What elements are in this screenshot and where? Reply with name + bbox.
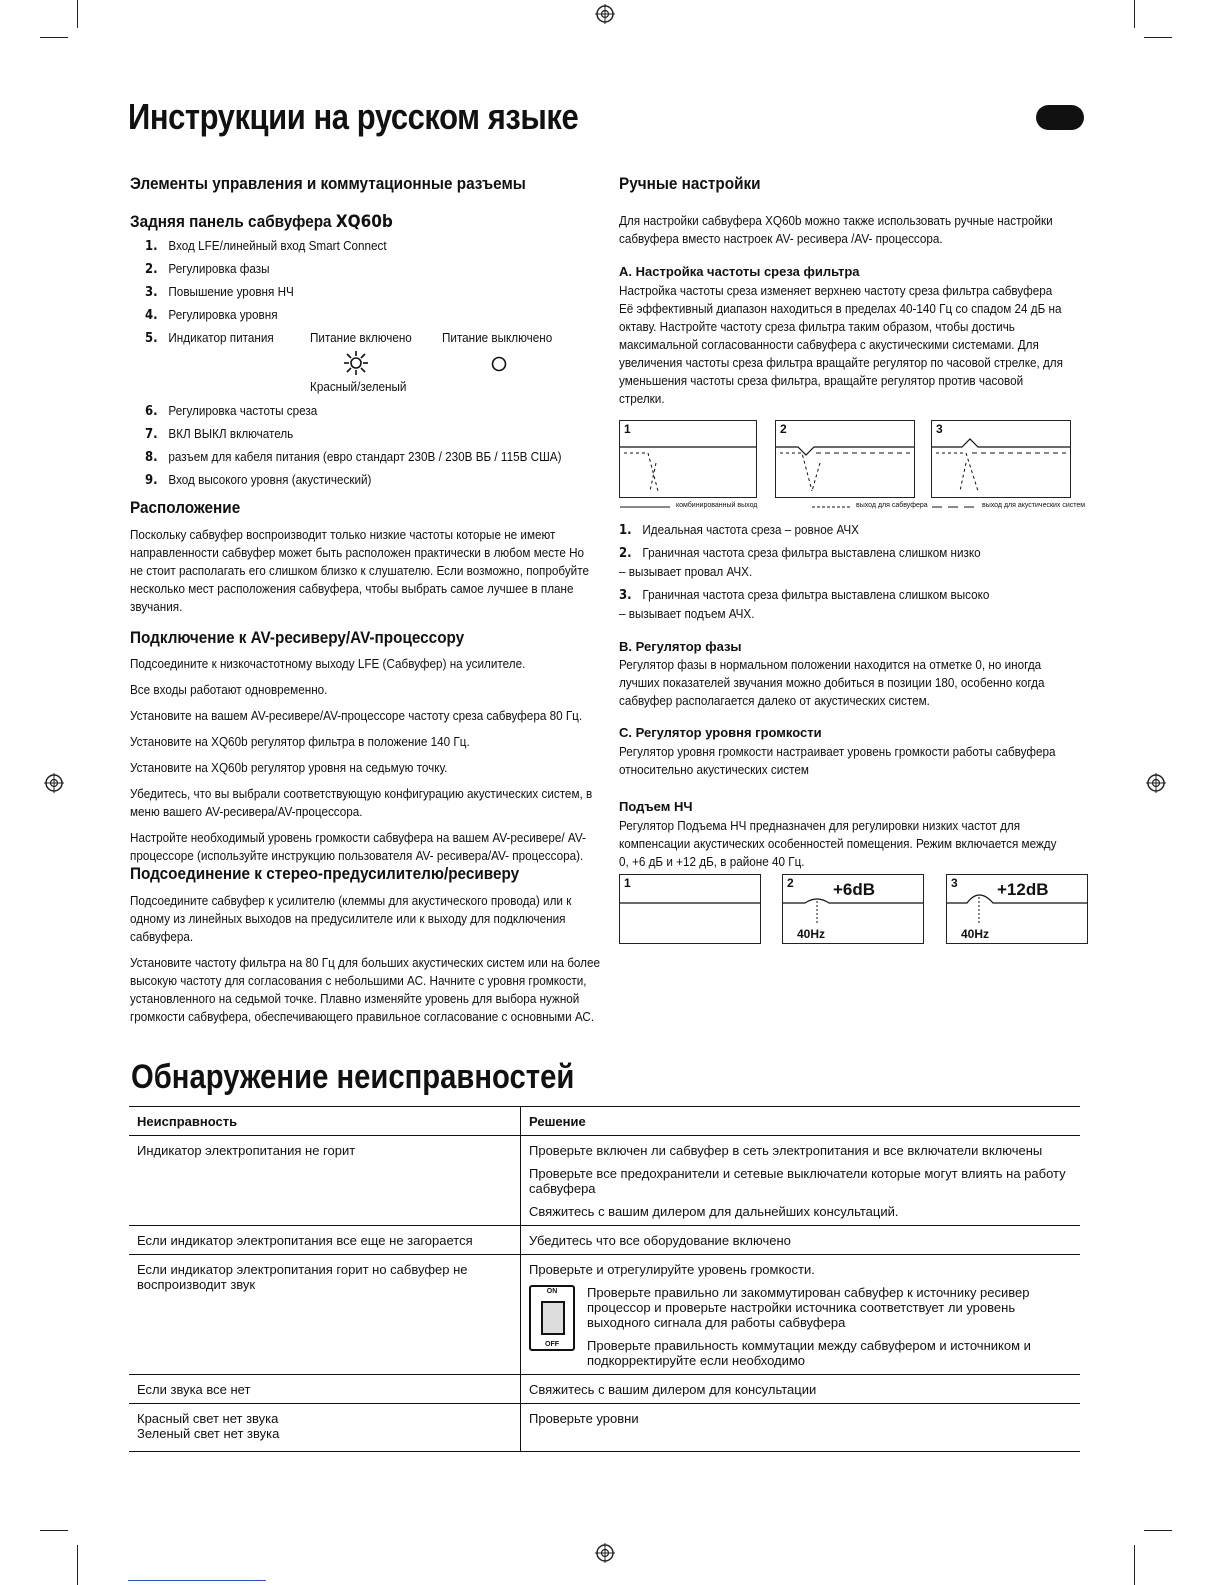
- problem-text: Красный свет нет звука: [137, 1411, 279, 1426]
- problem-cell: Если индикатор электропитания горит но сабвуфер не воспроизводит звук: [129, 1255, 521, 1375]
- registration-mark-icon: [595, 1543, 615, 1563]
- graph-number: 1: [624, 876, 631, 890]
- crossover-graph-2: [775, 420, 915, 498]
- bass-text: Регулятор Подъема НЧ предназначен для регулировки низких частот для компенсации акустических особенностей помещения. Режим включается между 0, +6 дБ и +12 дБ, в районе 40 Гц.: [619, 818, 1057, 869]
- power-on-color-label: Красный/зеленый: [310, 379, 407, 394]
- av-heading: Подключение к AV-ресиверу/AV-процессору: [130, 628, 465, 647]
- av-paragraph: Все входы работают одновременно.: [130, 682, 328, 697]
- solution-cell: Свяжитесь с вашим дилером для консультации: [521, 1375, 1081, 1404]
- crop-mark: [1144, 37, 1172, 38]
- rear-panel-heading-text: Задняя панель сабвуфера: [130, 212, 332, 231]
- list-item: 3. Повышение уровня НЧ: [145, 284, 294, 300]
- manual-heading: Ручные настройки: [619, 174, 761, 193]
- crossover-graph-1: [619, 420, 757, 498]
- av-instructions: [130, 655, 607, 873]
- c-heading: C. Регулятор уровня громкости: [619, 725, 822, 740]
- list-item: 1. Вход LFE/линейный вход Smart Connect: [145, 238, 387, 254]
- av-paragraph: Установите на XQ60b регулятор уровня на седьмую точку.: [130, 760, 448, 775]
- problem-cell: Если индикатор электропитания все еще не загорается: [129, 1226, 521, 1255]
- av-paragraph: Настройте необходимый уровень громкости сабвуфера на вашем AV-ресивере/ AV-процессоре (используйте инструкцию пользователя AV- ресивера/AV- процессора).: [130, 830, 586, 863]
- av-paragraph: Установите на вашем AV-ресивере/AV-процессоре частоту среза сабвуфера 80 Гц.: [130, 708, 583, 723]
- list-item-cont: – вызывает подъем АЧХ.: [619, 606, 755, 621]
- graph-number: 2: [780, 422, 787, 436]
- crop-mark: [1134, 0, 1135, 28]
- boost-6db-label: +6dB: [833, 880, 876, 899]
- power-off-light-icon: [491, 356, 507, 372]
- graph-number: 2: [787, 876, 794, 890]
- legend-speakers: выход для акустических систем: [982, 502, 1086, 509]
- table-header-row: [129, 1107, 1080, 1136]
- power-on-light-icon: [343, 351, 369, 375]
- a-heading: A. Настройка частоты среза фильтра: [619, 264, 860, 279]
- av-paragraph: Подсоедините к низкочастотному выходу LFE (Сабвуфер) на усилителе.: [130, 656, 526, 671]
- list-item: 3. Граничная частота среза фильтра выставлена слишком высоко: [619, 587, 990, 603]
- list-item: 2. Регулировка фазы: [145, 261, 270, 277]
- legend-sub: выход для сабвуфера: [856, 502, 928, 509]
- crop-mark: [1134, 1545, 1135, 1585]
- switch-off-label: OFF: [545, 1341, 559, 1348]
- legend-longdash-line: [932, 505, 978, 509]
- problem-cell: Если звука все нет: [129, 1375, 521, 1404]
- legend-solid-line: [620, 505, 670, 509]
- table-row: [129, 1255, 1080, 1375]
- table-row: [129, 1404, 1080, 1452]
- page-title: Инструкции на русском языке: [128, 96, 579, 137]
- switch-solution: [529, 1285, 1072, 1368]
- crop-mark: [40, 1530, 68, 1531]
- b-text: Регулятор фазы в нормальном положении находится на отметке 0, но иногда лучших показателей звучания можно добиться в позиции 180, особенно когда сабвуфер располагается далеко от акустических систем.: [619, 657, 1045, 708]
- model-name: XQ60b: [335, 212, 393, 232]
- graph-number: 1: [624, 422, 631, 436]
- table-row: [129, 1136, 1080, 1226]
- list-item: 6. Регулировка частоты среза: [145, 403, 318, 419]
- placement-text: Поскольку сабвуфер воспроизводит только низкие частоты которые не имеют направленности сабвуфер может быть расположен практически в любом месте Но не стоит располагать его слишком близко к слушателю. Если возможно, попробуйте несколько мест расположения сабвуфера, чтобы выбрать самое лучшее в плане звучания.: [130, 527, 589, 614]
- placement-heading: Расположение: [130, 498, 241, 517]
- bottom-underline: [128, 1580, 266, 1581]
- list-item: 2. Граничная частота среза фильтра выставлена слишком низко: [619, 545, 981, 561]
- solution-text: Проверьте правильность коммутации между сабвуфером и источником и подкорректируйте если необходимо: [587, 1338, 1031, 1368]
- stereo-paragraph: Подсоедините сабвуфер к усилителю (клеммы для акустического провода) или к одному из линейных выходов на предусилителе или к выходу для подключения сабвуфера.: [130, 893, 572, 944]
- stereo-paragraph: Установите частоту фильтра на 80 Гц для больших акустических систем или на более высокую частоту для согласования с небольшими АС. Начните с уровня громкости, установленного на седьмой точке. Плавно изменяйте уровень для выбора нужной громкости сабвуфера, обеспечивающего правильное согласование с основными АС.: [130, 955, 601, 1024]
- problem-text: Зеленый свет нет звука: [137, 1426, 280, 1441]
- crop-mark: [77, 1545, 78, 1585]
- crop-mark: [40, 37, 68, 38]
- crop-mark: [1144, 1530, 1172, 1531]
- registration-mark-icon: [44, 773, 64, 793]
- solution-cell: [521, 1136, 1081, 1226]
- list-item: 4. Регулировка уровня: [145, 307, 278, 323]
- rear-panel-heading: [130, 212, 393, 232]
- bass-boost-graph-3: [946, 874, 1088, 944]
- power-switch-icon: [529, 1285, 575, 1351]
- hz-label: 40Hz: [797, 927, 826, 941]
- bass-boost-graph-2: [782, 874, 924, 944]
- controls-heading: Элементы управления и коммутационные разъемы: [130, 174, 526, 193]
- solution-cell: Убедитесь что все оборудование включено: [521, 1226, 1081, 1255]
- av-paragraph: Убедитесь, что вы выбрали соответствующую конфигурацию акустических систем, в меню вашего AV-ресивера/AV-процессора.: [130, 786, 593, 819]
- problem-cell: [129, 1404, 521, 1452]
- power-off-label: Питание выключено: [442, 330, 553, 345]
- registration-mark-icon: [595, 4, 615, 24]
- a-text: Настройка частоты среза изменяет верхнею частоту среза фильтра сабвуфера Её эффективный диапазон находиться в пределах 40-140 Гц со спадом 24 дБ на октаву. Настройте частоту среза фильтра таким образом, чтобы достичь максимальной согласованности сабвуфера с акустическими системами. Для увеличения частоты среза фильтра вращайте регулятор по часовой стрелке, для уменьшения частоты среза фильтра, вращайте регулятор против часовой стрелки.: [619, 283, 1063, 406]
- list-item-cont: – вызывает провал АЧХ.: [619, 564, 753, 579]
- solution-text: Проверьте и отрегулируйте уровень громкости.: [529, 1262, 815, 1277]
- table-row: [129, 1375, 1080, 1404]
- solution-text: Проверьте включен ли сабвуфер в сеть электропитания и все включатели включены: [529, 1143, 1043, 1158]
- list-item: 9. Вход высокого уровня (акустический): [145, 472, 372, 488]
- switch-on-label: ON: [546, 1288, 558, 1295]
- graph-number: 3: [936, 422, 943, 436]
- boost-12db-label: +12dB: [997, 880, 1049, 899]
- switch-rocker-icon: [541, 1301, 565, 1335]
- list-item: 1. Идеальная частота среза – ровное АЧХ: [619, 522, 859, 538]
- troubleshooting-title: Обнаружение неисправностей: [131, 1058, 575, 1096]
- language-tab-badge: [1036, 105, 1084, 130]
- registration-mark-icon: [1146, 773, 1166, 793]
- graph-number: 3: [951, 876, 958, 890]
- solution-cell: [521, 1255, 1081, 1375]
- problem-cell: Индикатор электропитания не горит: [129, 1136, 521, 1226]
- solution-text: Проверьте правильно ли закоммутирован сабвуфер к источнику ресивер процессор и проверьте настройки источника соответствует ли уровень выходного сигнала для работы сабвуфера: [587, 1285, 1030, 1330]
- c-text: Регулятор уровня громкости настраивает уровень громкости работы сабвуфера относительно акустических систем: [619, 744, 1056, 777]
- b-heading: B. Регулятор фазы: [619, 639, 742, 654]
- stereo-instructions: [130, 892, 603, 1034]
- troubleshooting-table: [129, 1106, 1080, 1452]
- solution-cell: Проверьте уровни: [521, 1404, 1081, 1452]
- av-paragraph: Установите на XQ60b регулятор фильтра в положение 140 Гц.: [130, 734, 470, 749]
- solution-text: Проверьте все предохранители и сетевые выключатели которые могут влиять на работу сабвуфера: [529, 1166, 1066, 1196]
- list-item: 7. ВКЛ ВЫКЛ включатель: [145, 426, 294, 442]
- crop-mark: [77, 0, 78, 28]
- list-item: 5. Индикатор питания: [145, 330, 274, 346]
- stereo-heading: Подсоединение к стерео-предусилителю/ресиверу: [130, 864, 520, 883]
- power-on-label: Питание включено: [310, 330, 412, 345]
- list-item: 8. разъем для кабеля питания (евро стандарт 230В / 230В ВБ / 115В США): [145, 449, 562, 465]
- manual-text: Для настройки сабвуфера XQ60b можно также использовать ручные настройки сабвуфера вместо настроек AV- ресивера /AV- процессора.: [619, 213, 1053, 246]
- hz-label: 40Hz: [961, 927, 990, 941]
- column-header-solution: Решение: [521, 1107, 1081, 1136]
- legend-combined: комбинированный выход: [676, 502, 758, 509]
- solution-text: Свяжитесь с вашим дилером для дальнейших консультаций.: [529, 1204, 899, 1219]
- bass-heading: Подъем НЧ: [619, 799, 693, 814]
- table-row: [129, 1226, 1080, 1255]
- legend-dashed-line: [812, 505, 852, 509]
- crossover-graph-3: [931, 420, 1071, 498]
- bass-boost-graph-1: [619, 874, 761, 944]
- column-header-problem: Неисправность: [129, 1107, 521, 1136]
